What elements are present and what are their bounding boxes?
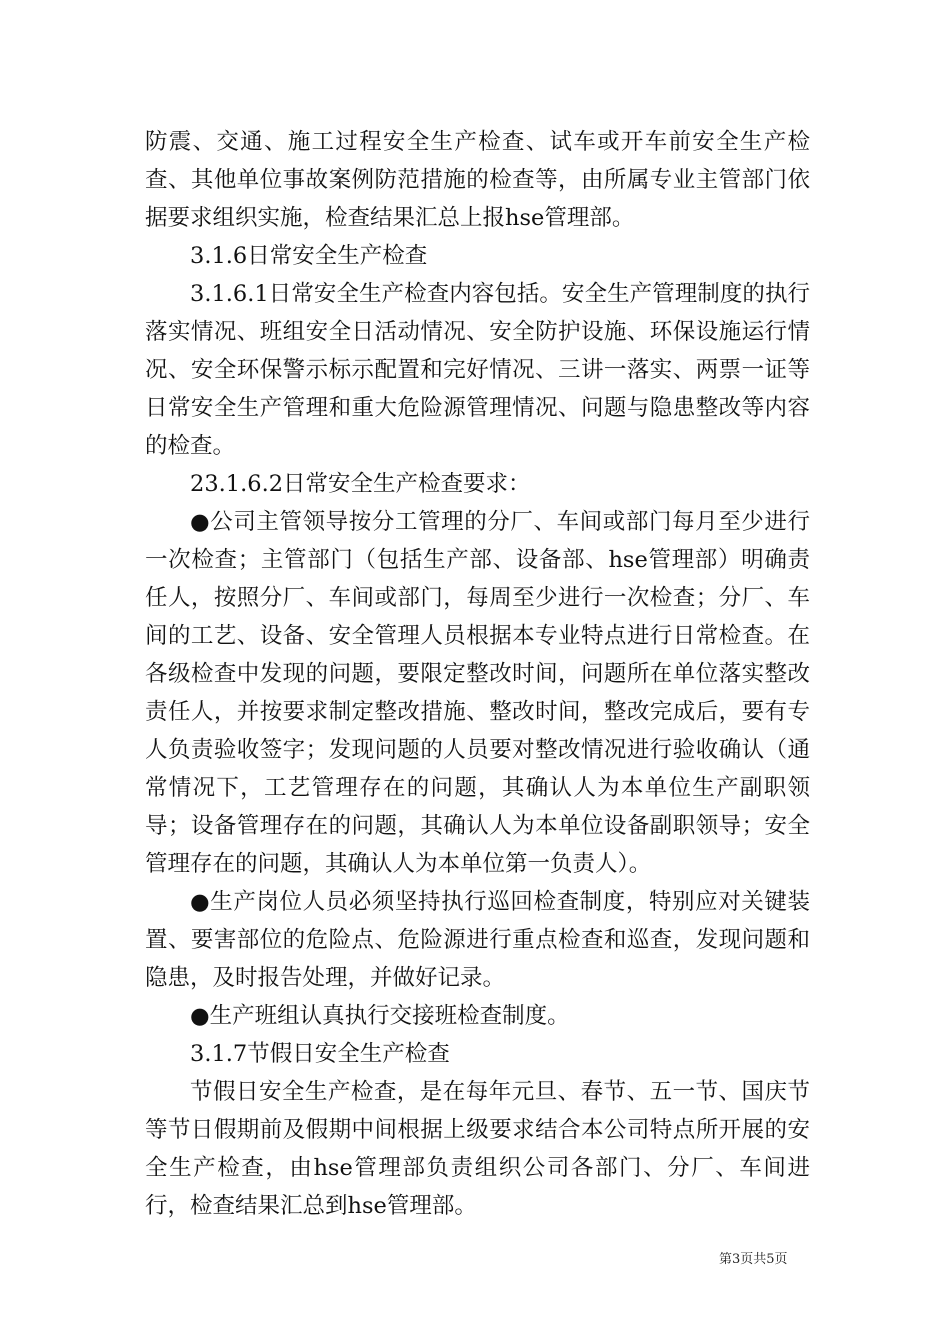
paragraph-holiday-inspection: 节假日安全生产检查，是在每年元旦、春节、五一节、国庆节等节日假期前及假期中间根据上级要求结合本公司特点所开展的安全生产检查，由hse管理部负责组织公司各部门、分厂、车间进行，检查结果汇总到hse管理部。	[145, 1079, 810, 1219]
heading-3-1-6: 3.1.6日常安全生产检查	[190, 243, 428, 269]
document-body	[145, 123, 810, 1225]
bullet-item-patrol-inspection: ●生产岗位人员必须坚持执行巡回检查制度，特别应对关键装置、要害部位的危险点、危险源进行重点检查和巡查，发现问题和隐患，及时报告处理，并做好记录。	[145, 889, 810, 991]
heading-3-1-7: 3.1.7节假日安全生产检查	[190, 1041, 450, 1067]
page-number: 第3页共5页	[719, 1252, 788, 1267]
paragraph-inspection-scope: 防震、交通、施工过程安全生产检查、试车或开车前安全生产检查、其他单位事故案例防范措施的检查等，由所属专业主管部门依据要求组织实施，检查结果汇总上报hse管理部。	[145, 129, 810, 231]
paragraph-3-1-6-1: 3.1.6.1日常安全生产检查内容包括。安全生产管理制度的执行落实情况、班组安全日活动情况、安全防护设施、环保设施运行情况、安全环保警示标示配置和完好情况、三讲一落实、两票一证等日常安全生产管理和重大危险源管理情况、问题与隐患整改等内容的检查。	[145, 281, 810, 459]
bullet-item-shift-handover: ●生产班组认真执行交接班检查制度。	[190, 1003, 570, 1029]
bullet-item-leadership-inspection: ●公司主管领导按分工管理的分厂、车间或部门每月至少进行一次检查；主管部门（包括生产部、设备部、hse管理部）明确责任人，按照分厂、车间或部门，每周至少进行一次检查；分厂、车间的工艺、设备、安全管理人员根据本专业特点进行日常检查。在各级检查中发现的问题，要限定整改时间，问题所在单位落实整改责任人，并按要求制定整改措施、整改时间，整改完成后，要有专人负责验收签字；发现问题的人员要对整改情况进行验收确认（通常情况下，工艺管理存在的问题，其确认人为本单位生产副职领导；设备管理存在的问题，其确认人为本单位设备副职领导；安全管理存在的问题，其确认人为本单位第一负责人）。	[145, 509, 810, 877]
heading-3-1-6-2: 23.1.6.2日常安全生产检查要求：	[190, 471, 531, 497]
